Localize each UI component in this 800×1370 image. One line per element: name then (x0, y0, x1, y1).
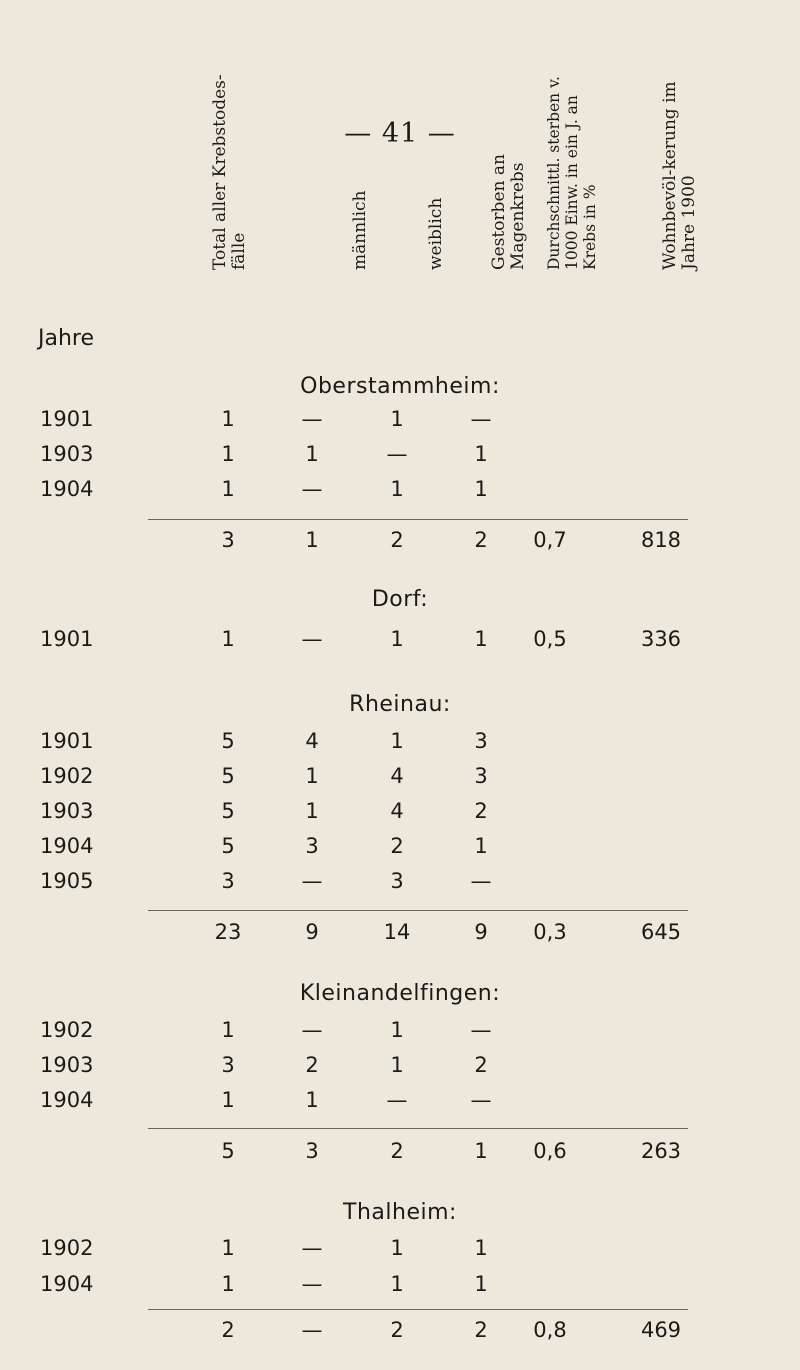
table-row (0, 1272, 800, 1304)
sum-total: 5 (221, 1139, 235, 1163)
total-cell: 5 (221, 799, 235, 823)
maennlich-cell: 2 (305, 1053, 319, 1077)
sum-magenkrebs: 9 (474, 920, 488, 944)
maennlich-cell: 1 (305, 1088, 319, 1112)
total-cell: 5 (221, 764, 235, 788)
sum-population: 818 (640, 528, 682, 552)
maennlich-cell: — (301, 1272, 323, 1296)
maennlich-cell: 3 (305, 834, 319, 858)
year-cell: 1904 (40, 1088, 94, 1112)
total-cell: 1 (221, 1088, 235, 1112)
table-row (0, 407, 800, 439)
sum-population: 469 (640, 1318, 682, 1342)
weiblich-cell: 4 (390, 764, 404, 788)
sum-magenkrebs: 1 (474, 1139, 488, 1163)
total-cell: 1 (221, 407, 235, 431)
weiblich-cell: — (386, 442, 408, 466)
weiblich-cell: 1 (390, 1018, 404, 1042)
maennlich-cell: — (301, 1018, 323, 1042)
sum-maennlich: 1 (305, 528, 319, 552)
sum-weiblich: 2 (390, 1318, 404, 1342)
year-cell: 1904 (40, 477, 94, 501)
maennlich-cell: 1 (305, 764, 319, 788)
sum-maennlich: 3 (305, 1139, 319, 1163)
magenkrebs-cell: — (470, 1088, 492, 1112)
header-total: Total aller Krebstodes-fälle (210, 74, 249, 270)
magenkrebs-cell: — (470, 869, 492, 893)
sum-magenkrebs: 2 (474, 528, 488, 552)
maennlich-cell: — (301, 869, 323, 893)
total-cell: 1 (221, 627, 235, 651)
weiblich-cell: 1 (390, 729, 404, 753)
sum-row (0, 1139, 800, 1171)
sum-weiblich: 2 (390, 528, 404, 552)
table-row (0, 442, 800, 474)
magenkrebs-cell: — (470, 407, 492, 431)
weiblich-cell: 1 (390, 407, 404, 431)
table-row (0, 869, 800, 901)
section-title-thalheim: Thalheim: (343, 1200, 457, 1225)
magenkrebs-cell: 3 (474, 764, 488, 788)
section-title-rheinau: Rheinau: (349, 692, 451, 717)
maennlich-cell: 1 (305, 799, 319, 823)
total-cell: 1 (221, 442, 235, 466)
total-cell: 5 (221, 729, 235, 753)
sum-population: 645 (640, 920, 682, 944)
year-cell: 1902 (40, 764, 94, 788)
sum-maennlich: 9 (305, 920, 319, 944)
sum-rule (148, 910, 688, 911)
sum-population: 263 (640, 1139, 682, 1163)
sum-rule (148, 1128, 688, 1129)
sum-rule (148, 1309, 688, 1310)
magenkrebs-cell: 2 (474, 799, 488, 823)
maennlich-cell: 4 (305, 729, 319, 753)
year-cell: 1903 (40, 799, 94, 823)
year-cell: 1902 (40, 1018, 94, 1042)
magenkrebs-cell: 3 (474, 729, 488, 753)
year-cell: 1905 (40, 869, 94, 893)
table-row (0, 799, 800, 831)
maennlich-cell: — (301, 477, 323, 501)
year-cell: 1903 (40, 1053, 94, 1077)
header-wohnbevoelkerung: Wohnbevöl-kerung im Jahre 1900 (660, 81, 699, 270)
sum-rate: 0,6 (533, 1139, 567, 1163)
year-cell: 1901 (40, 407, 94, 431)
magenkrebs-cell: 1 (474, 627, 488, 651)
magenkrebs-cell: 1 (474, 442, 488, 466)
year-cell: 1902 (40, 1236, 94, 1260)
sum-row (0, 1318, 800, 1350)
total-cell: 1 (221, 1018, 235, 1042)
section-title-dorf: Dorf: (371, 587, 429, 612)
weiblich-cell: 1 (390, 1236, 404, 1260)
maennlich-cell: — (301, 627, 323, 651)
weiblich-cell: 1 (390, 627, 404, 651)
sum-total: 3 (221, 528, 235, 552)
table-row (0, 1053, 800, 1085)
sum-rate: 0,7 (533, 528, 567, 552)
magenkrebs-cell: 1 (474, 1272, 488, 1296)
total-cell: 1 (221, 1272, 235, 1296)
sum-row (0, 920, 800, 952)
magenkrebs-cell: — (470, 1018, 492, 1042)
weiblich-cell: 4 (390, 799, 404, 823)
table-row (0, 834, 800, 866)
population-cell: 336 (640, 627, 682, 651)
weiblich-cell: 1 (390, 1053, 404, 1077)
total-cell: 3 (221, 1053, 235, 1077)
sum-weiblich: 14 (383, 920, 411, 944)
magenkrebs-cell: 1 (474, 1236, 488, 1260)
table-row (0, 1088, 800, 1120)
weiblich-cell: 1 (390, 1272, 404, 1296)
weiblich-cell: 1 (390, 477, 404, 501)
table-row (0, 627, 800, 659)
total-cell: 5 (221, 834, 235, 858)
sum-rule (148, 519, 688, 520)
header-maennlich: männlich (349, 190, 370, 270)
year-cell: 1903 (40, 442, 94, 466)
sum-weiblich: 2 (390, 1139, 404, 1163)
year-cell: 1904 (40, 834, 94, 858)
section-title-oberstammheim: Oberstammheim: (300, 374, 500, 399)
year-cell: 1904 (40, 1272, 94, 1296)
year-cell: 1901 (40, 627, 94, 651)
sum-rate: 0,3 (533, 920, 567, 944)
section-title-kleinandelfingen: Kleinandelfingen: (299, 981, 501, 1006)
sum-magenkrebs: 2 (474, 1318, 488, 1342)
year-cell: 1901 (40, 729, 94, 753)
maennlich-cell: — (301, 1236, 323, 1260)
table-row (0, 477, 800, 509)
header-magenkrebs: Gestorben an Magenkrebs (489, 154, 528, 270)
sum-maennlich: — (301, 1318, 323, 1342)
sum-row (0, 528, 800, 560)
table-row (0, 1236, 800, 1268)
magenkrebs-cell: 2 (474, 1053, 488, 1077)
weiblich-cell: 2 (390, 834, 404, 858)
sum-rate: 0,8 (533, 1318, 567, 1342)
magenkrebs-cell: 1 (474, 477, 488, 501)
table-row (0, 729, 800, 761)
sum-total: 2 (221, 1318, 235, 1342)
magenkrebs-cell: 1 (474, 834, 488, 858)
table-row (0, 1018, 800, 1050)
page-number: — 41 — (344, 118, 456, 149)
rate-cell: 0,5 (533, 627, 567, 651)
total-cell: 1 (221, 1236, 235, 1260)
header-durchschnitt: Durchschnittl. sterben v. 1000 Einw. in ein J. an Krebs in % (545, 76, 599, 270)
total-cell: 1 (221, 477, 235, 501)
total-cell: 3 (221, 869, 235, 893)
weiblich-cell: 3 (390, 869, 404, 893)
maennlich-cell: — (301, 407, 323, 431)
header-weiblich: weiblich (425, 197, 446, 270)
maennlich-cell: 1 (305, 442, 319, 466)
sum-total: 23 (214, 920, 242, 944)
header-jahre: Jahre (38, 326, 95, 351)
table-row (0, 764, 800, 796)
weiblich-cell: — (386, 1088, 408, 1112)
